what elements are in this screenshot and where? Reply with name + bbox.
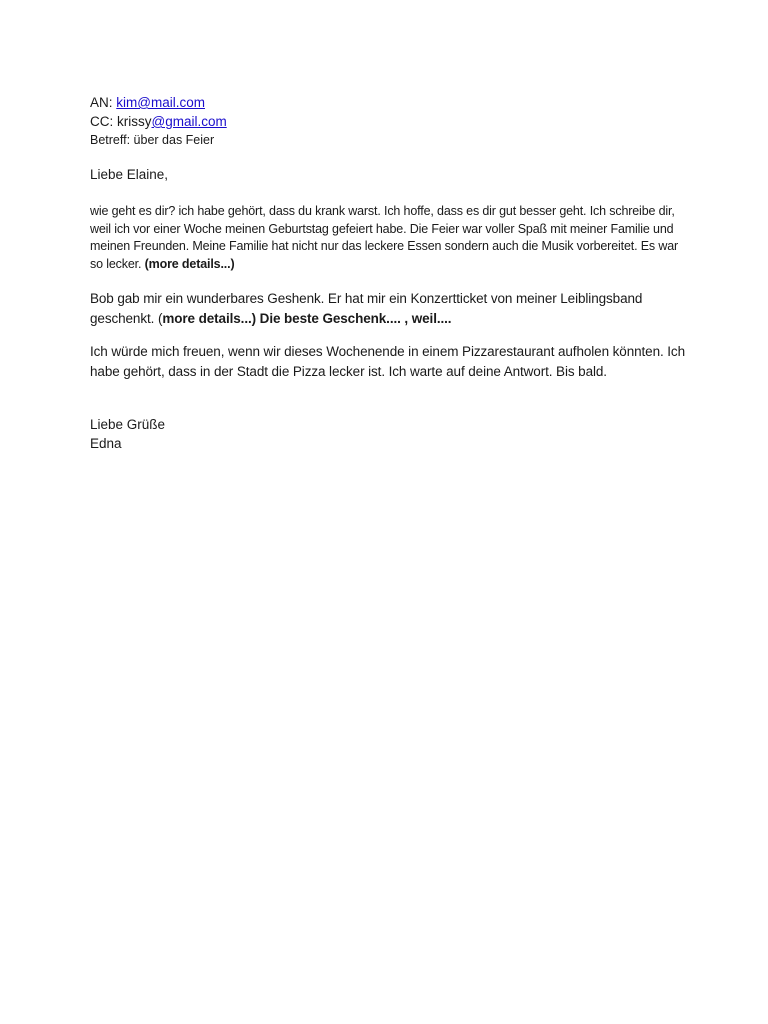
paragraph-1-text: wie geht es dir? ich habe gehört, dass du krank warst. Ich hoffe, dass es dir gut besser geht. Ich schreibe dir, weil ich vor einer Woche meinen Geburtstag gefeiert habe. Die Feier war voller Spaß mit meiner Familie und meinen Freunden. Meine Familie hat nicht nur das leckere Essen sondern auch die Musik vorbereitet. Es war so lecker. (90, 204, 679, 271)
cc-email-link[interactable]: @gmail.com (151, 114, 227, 129)
paragraph-2-bold: more details...) Die beste Geschenk.... , weil.... (162, 310, 452, 326)
to-label: AN: (90, 95, 117, 110)
to-email-link[interactable]: kim@mail.com (116, 95, 205, 110)
signature-name: Edna (90, 436, 122, 451)
email-document (90, 93, 690, 453)
to-line (90, 93, 690, 112)
cc-label: CC: (90, 114, 117, 129)
paragraph-3: Ich würde mich freuen, wenn wir dieses Wochenende in einem Pizzarestaurant aufholen könnten. Ich habe gehört, dass in der Stadt die Pizza lecker ist. Ich warte auf deine Antwort. Bis bald. (90, 344, 685, 379)
cc-line (90, 112, 690, 131)
paragraph-2 (90, 289, 690, 328)
greeting: Liebe Elaine, (90, 167, 169, 182)
closing-salutation: Liebe Grüße (90, 417, 166, 432)
paragraph-1 (90, 203, 690, 273)
subject-line: Betreff: über das Feier (90, 133, 215, 147)
paragraph-1-bold: (more details...) (144, 256, 235, 271)
cc-user: krissy (117, 114, 152, 129)
paragraph-2-text: Bob gab mir ein wunderbares Geshenk. Er hat mir ein Konzertticket von meiner Leiblingsband geschenkt. ( (90, 291, 643, 326)
